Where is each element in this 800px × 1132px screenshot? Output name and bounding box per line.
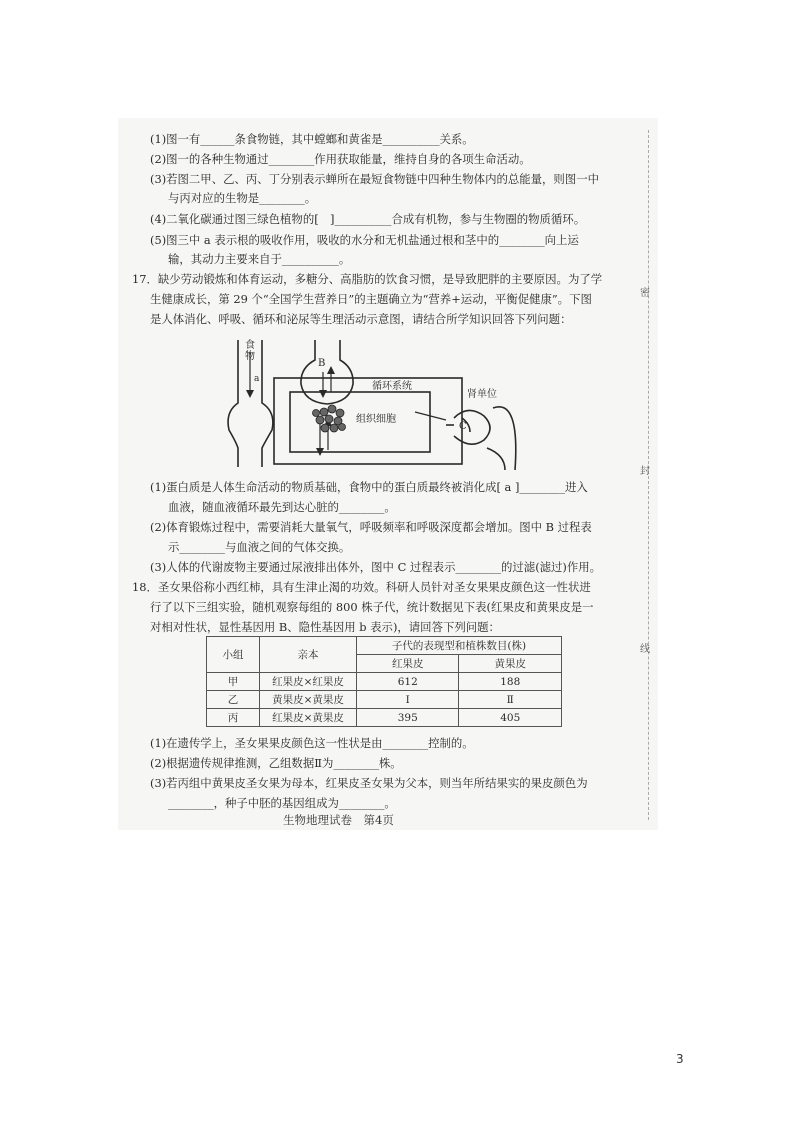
page-number: 3 (676, 1052, 684, 1066)
q18-sub: (1)在遗传学上，圣女果果皮颜色这一性状是由________控制的。 (150, 736, 474, 750)
diagram-label-tissue-cells: 组织细胞 (356, 414, 396, 425)
q18-stem: 行了以下三组实验，随机观察每组的 800 株子代，统计数据见下表(红果皮和黄果皮是一 (150, 600, 594, 614)
table-header-row (207, 637, 562, 655)
q17-stem: 17．缺少劳动锻炼和体育运动，多糖分、高脂肪的饮食习惯，是导致肥胖的主要原因。为了学 (132, 272, 603, 286)
header-red: 红果皮 (357, 655, 459, 673)
binding-mark: 封 (640, 466, 650, 477)
cell-red: 395 (357, 709, 459, 727)
binding-mark: 线 (640, 644, 650, 655)
q17-sub: (3)人体的代谢废物主要通过尿液排出体外，图中 C 过程表示________的过滤(滤过)作用。 (150, 560, 602, 574)
q18-stem: 18．圣女果俗称小西红柿，具有生津止渴的功效。科研人员针对圣女果果皮颜色这一性状进 (132, 580, 591, 594)
cell-group: 乙 (207, 691, 260, 709)
q16-line: (1)图一有______条食物链，其中螳螂和黄雀是__________关系。 (150, 132, 474, 146)
q16-line: (3)若图二甲、乙、丙、丁分别表示蝉所在最短食物链中四种生物体内的总能量，则图一中 (150, 172, 599, 186)
q18-sub: (2)根据遗传规律推测，乙组数据Ⅱ为________株。 (150, 756, 402, 770)
header-yellow: 黄果皮 (459, 655, 562, 673)
binding-mark: 密 (640, 288, 650, 299)
q16-line: (2)图一的各种生物通过________作用获取能量，维持自身的各项生命活动。 (150, 152, 531, 166)
header-group: 小组 (207, 637, 260, 673)
header-offspring: 子代的表现型和植株数目(株) (357, 637, 562, 655)
cell-group: 甲 (207, 673, 260, 691)
table-row (207, 691, 562, 709)
cell-red: Ⅰ (357, 691, 459, 709)
q17-sub: 示________与血液之间的气体交换。 (168, 540, 351, 554)
q18-stem: 对相对性状，显性基因用 B、隐性基因用 b 表示)，请回答下列问题： (150, 620, 500, 634)
q18-sub: (3)若丙组中黄果皮圣女果为母本，红果皮圣女果为父本，则当年所结果实的果皮颜色为 (150, 776, 588, 790)
q16-line: 与丙对应的生物是________。 (168, 191, 317, 205)
cell-yellow: 405 (459, 709, 562, 727)
cell-parent: 黄果皮×黄果皮 (260, 691, 357, 709)
q16-line: (5)图三中 a 表示根的吸收作用，吸收的水分和无机盐通过根和茎中的________向上运 (150, 233, 579, 247)
diagram-label-food: 食物 (245, 340, 255, 362)
cell-red: 612 (357, 673, 459, 691)
q17-stem: 是人体消化、呼吸、循环和泌尿等生理活动示意图，请结合所学知识回答下列问题： (150, 312, 572, 326)
diagram-label-c: C (459, 421, 467, 432)
results-table (206, 636, 562, 727)
q17-sub: (2)体育锻炼过程中，需要消耗大量氧气，呼吸频率和呼吸深度都会增加。图中 B 过程表 (150, 520, 592, 534)
q16-line: (4)二氧化碳通过图三绿色植物的[ ]__________合成有机物，参与生物圈的物质循环。 (150, 212, 586, 226)
header-parent: 亲本 (260, 637, 357, 673)
cell-parent: 红果皮×黄果皮 (260, 709, 357, 727)
diagram-label-a: a (254, 374, 260, 384)
q18-sub: ________，种子中胚的基因组成为________。 (168, 796, 396, 810)
q16-line: 输，其动力主要来自于__________。 (168, 252, 351, 266)
q17-sub: (1)蛋白质是人体生命活动的物质基础，食物中的蛋白质最终被消化成[ a ]________进入 (150, 480, 588, 494)
diagram-label-circulation: 循环系统 (372, 381, 412, 392)
cell-yellow: Ⅱ (459, 691, 562, 709)
q17-stem: 生健康成长，第 29 个“全国学生营养日”的主题确立为“营养+运动，平衡促健康”。下图 (150, 292, 592, 306)
diagram-label-b: B (318, 358, 326, 369)
cell-parent: 红果皮×红果皮 (260, 673, 357, 691)
cell-group: 丙 (207, 709, 260, 727)
cell-yellow: 188 (459, 673, 562, 691)
page-footer: 生物地理试卷 第4页 (283, 813, 394, 827)
table-row (207, 709, 562, 727)
table-row (207, 673, 562, 691)
diagram-label-nephron: 肾单位 (467, 389, 497, 400)
q17-sub: 血液，随血液循环最先到达心脏的________。 (168, 500, 396, 514)
